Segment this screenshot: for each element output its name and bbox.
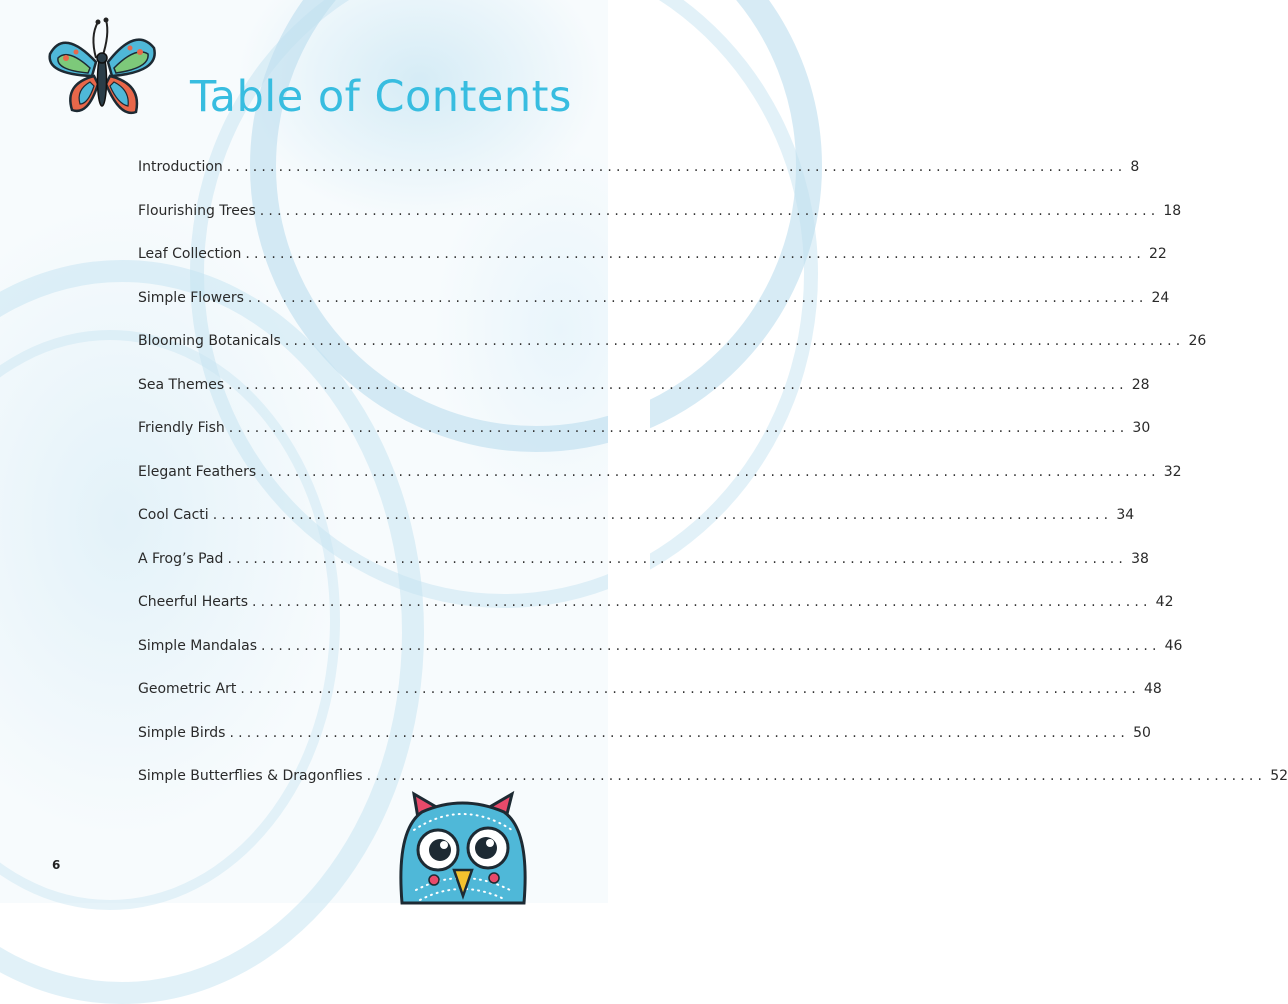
butterfly-illustration xyxy=(44,18,162,122)
toc-entry-page: 46 xyxy=(1164,637,1183,654)
toc-leader-dots: ........................................................................................................ xyxy=(212,507,1113,523)
toc-entry[interactable] xyxy=(138,190,1182,234)
toc-entry-page: 42 xyxy=(1155,594,1174,610)
toc-entry[interactable] xyxy=(138,538,1149,582)
toc-leader-dots: ........................................................................................................ xyxy=(240,681,1141,697)
toc-leader-dots: ........................................................................................................ xyxy=(247,289,1148,306)
toc-leader-dots: ........................................................................................................ xyxy=(366,768,1267,784)
toc-entry-page: 34 xyxy=(1116,507,1135,523)
toc-entry-label: Geometric Art xyxy=(138,681,237,697)
toc-entry-page: 24 xyxy=(1151,289,1170,306)
toc-entry-page: 32 xyxy=(1163,463,1182,480)
table-of-contents xyxy=(138,146,1288,799)
page-number: 6 xyxy=(52,858,61,872)
toc-entry-label: Leaf Collection xyxy=(138,246,242,262)
toc-leader-dots: ........................................................................................................ xyxy=(252,594,1152,610)
toc-entry-label: Cheerful Hearts xyxy=(138,594,249,610)
butterfly-icon xyxy=(50,18,155,113)
toc-entry-label: Friendly Fish xyxy=(138,420,225,436)
toc-entry-page: 18 xyxy=(1163,202,1182,219)
toc-entry-page: 26 xyxy=(1188,333,1207,349)
toc-entry-label: Cool Cacti xyxy=(138,507,209,523)
toc-entry[interactable] xyxy=(138,146,1140,190)
toc-entry-label: Sea Themes xyxy=(138,376,225,393)
toc-entry-page: 50 xyxy=(1133,724,1151,741)
toc-leader-dots: ........................................................................................................ xyxy=(245,246,1145,262)
toc-leader-dots: ........................................................................................................ xyxy=(259,202,1160,219)
toc-entry-label: Blooming Botanicals xyxy=(138,333,281,349)
toc-entry-page: 28 xyxy=(1131,376,1150,393)
toc-entry-label: Simple Birds xyxy=(138,724,226,741)
toc-entry-label: A Frog’s Pad xyxy=(138,550,224,567)
toc-entry[interactable] xyxy=(138,320,1207,364)
toc-entry[interactable] xyxy=(138,668,1162,712)
toc-entry-label: Simple Mandalas xyxy=(138,637,258,654)
toc-entry-page: 8 xyxy=(1130,159,1140,175)
toc-leader-dots: ........................................................................................................ xyxy=(228,420,1129,436)
toc-leader-dots: ........................................................................................................ xyxy=(284,333,1185,349)
toc-entry[interactable] xyxy=(138,494,1135,538)
toc-entry-label: Introduction xyxy=(138,159,223,175)
toc-entry-label: Simple Butterflies & Dragonflies xyxy=(138,768,363,784)
owl-icon xyxy=(401,794,525,903)
page-title: Table of Contents xyxy=(190,72,572,122)
toc-entry-label: Simple Flowers xyxy=(138,289,244,306)
toc-entry-page: 30 xyxy=(1132,420,1151,436)
toc-leader-dots: ........................................................................................................ xyxy=(261,637,1161,654)
toc-leader-dots: ........................................................................................................ xyxy=(227,550,1128,567)
toc-entry-page: 22 xyxy=(1149,246,1167,262)
toc-entry[interactable] xyxy=(138,233,1167,277)
toc-entry[interactable] xyxy=(138,712,1151,756)
toc-leader-dots: ........................................................................................................ xyxy=(260,463,1160,480)
toc-entry[interactable] xyxy=(138,625,1183,669)
owl-illustration xyxy=(392,790,532,903)
toc-entry-page: 48 xyxy=(1144,681,1162,697)
toc-leader-dots: ........................................................................................................ xyxy=(228,376,1128,393)
toc-entry[interactable] xyxy=(138,581,1174,625)
toc-entry[interactable] xyxy=(138,277,1170,321)
toc-entry-label: Elegant Feathers xyxy=(138,463,257,480)
toc-entry[interactable] xyxy=(138,451,1182,495)
toc-entry[interactable] xyxy=(138,364,1150,408)
toc-entry-label: Flourishing Trees xyxy=(138,202,256,219)
toc-entry[interactable] xyxy=(138,407,1151,451)
toc-entry-page: 52 xyxy=(1270,768,1288,784)
toc-leader-dots: ........................................................................................................ xyxy=(229,724,1130,741)
toc-leader-dots: ........................................................................................................ xyxy=(226,159,1127,175)
toc-entry-page: 38 xyxy=(1131,550,1149,567)
